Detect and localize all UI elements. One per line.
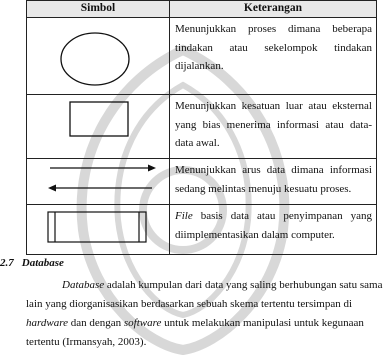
database-term: Database — [62, 279, 105, 291]
paragraph-text: untuk melakukan manipulasi untuk kegunaan tertentu (Irmansyah, 2003). — [26, 317, 364, 348]
description-cell: Menunjukkan arus data dimana informasi sedang melintas menuju kesuatu proses. — [170, 159, 377, 205]
paragraph-text: adalah kumpulan dari data yang saling berhubungan satu sama lain yang diorganisasikan berdasarkan sebuah skema tertentu tersimpan di — [26, 279, 383, 310]
arrows-data-flow-icon — [28, 160, 171, 198]
file-term: File — [175, 210, 193, 222]
description-cell — [170, 205, 377, 255]
symbol-table — [26, 0, 377, 255]
hardware-term: hardware — [26, 317, 68, 329]
table-header-row — [27, 1, 377, 18]
table-row — [27, 159, 377, 205]
header-symbol: Simbol — [27, 1, 170, 18]
section-title: Database — [21, 257, 64, 269]
description-cell: Menunjukkan kesatuan luar atau eksternal yang bias menerima informasi atau data-data awal. — [170, 95, 377, 159]
section-number: 2.7 — [0, 257, 14, 269]
open-rectangle-data-store-icon — [28, 206, 171, 248]
ellipse-process-icon — [28, 19, 171, 88]
section-heading — [0, 257, 64, 269]
paragraph-text: dan dengan — [67, 317, 124, 329]
table-row — [27, 205, 377, 255]
database-paragraph — [26, 276, 392, 352]
description-cell: Menunjukkan proses dimana beberapa tindakan atau sekelompok tindakan dijalankan. — [170, 18, 377, 95]
table-row — [27, 18, 377, 95]
header-description: Keterangan — [170, 1, 377, 18]
table-row — [27, 95, 377, 159]
software-term: software — [123, 317, 162, 329]
rectangle-external-entity-icon — [28, 96, 171, 152]
description-text: basis data atau penyimpanan yang diimplementasikan dalam computer. — [175, 210, 372, 241]
